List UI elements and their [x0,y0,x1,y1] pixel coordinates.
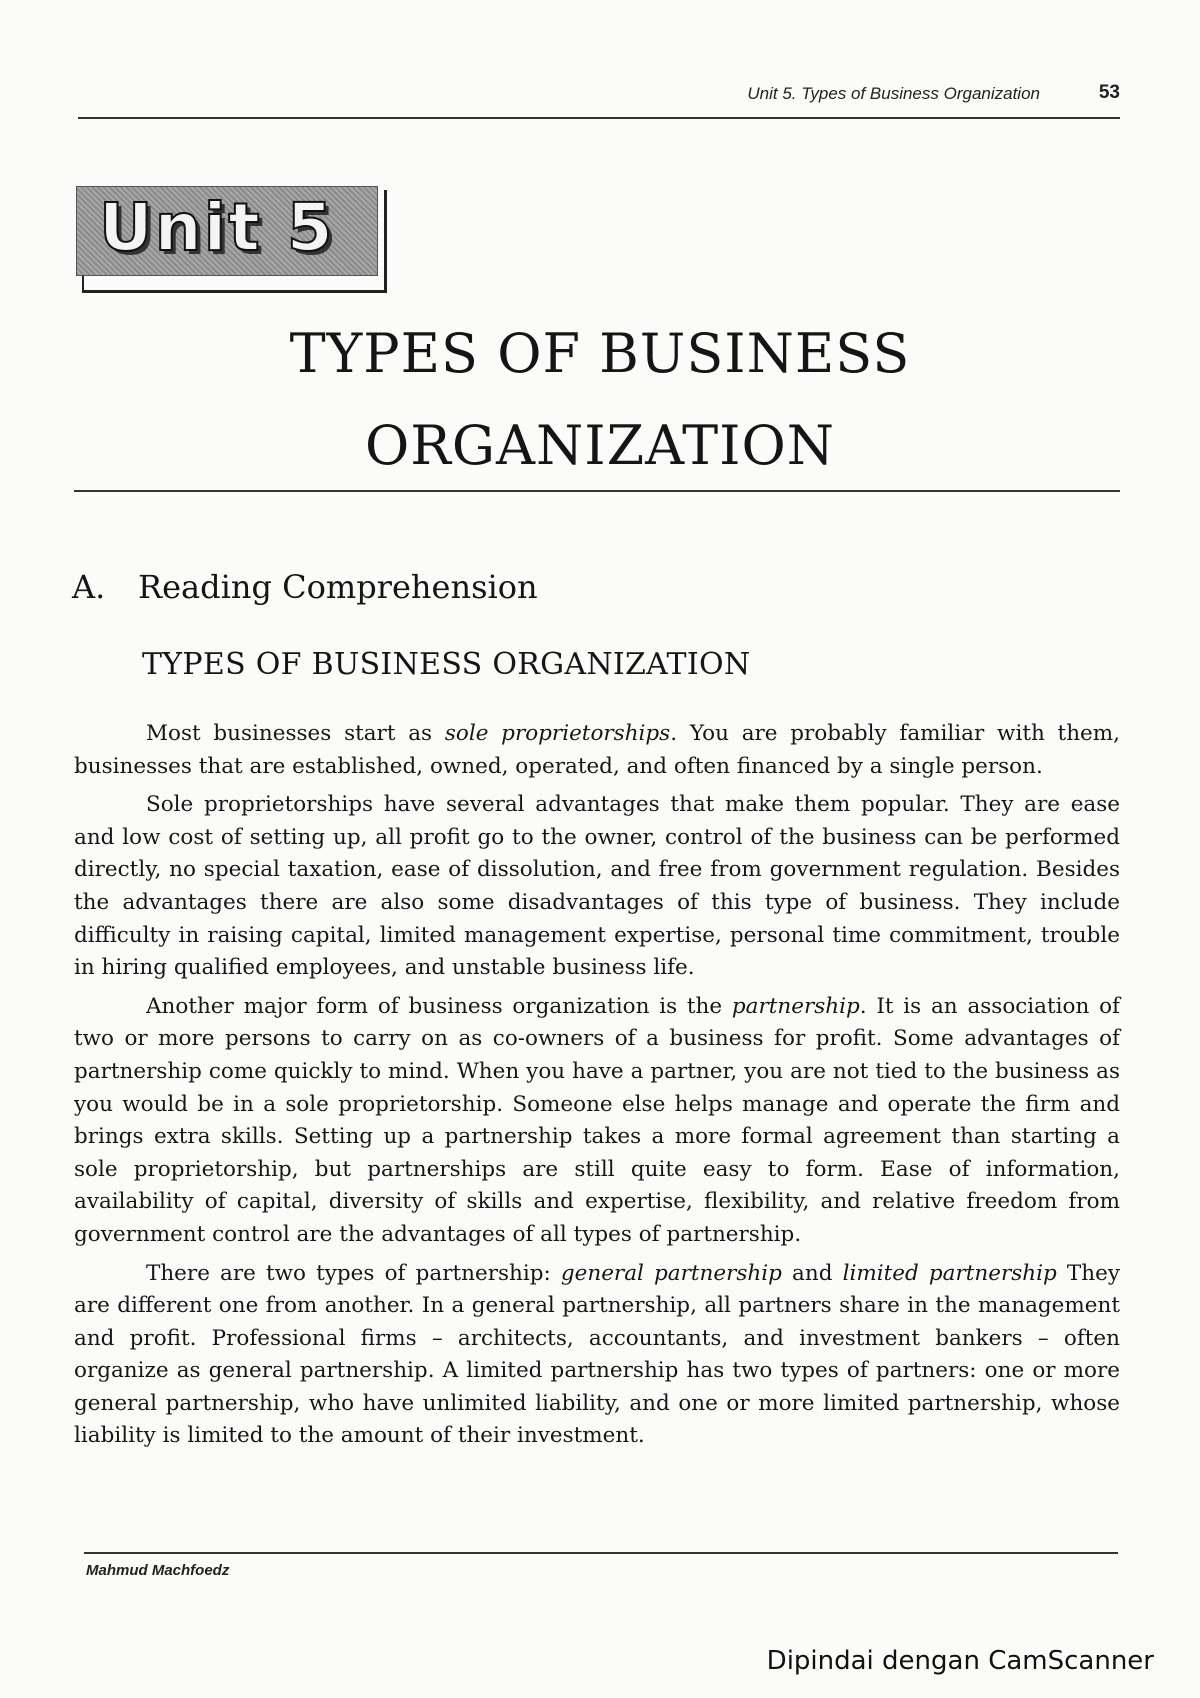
key-term: limited partnership [842,1260,1057,1286]
footer-rule [84,1552,1118,1554]
paragraph [74,789,1120,985]
paragraph-text: Sole proprietorships have several advantages that make them popular. They are ease and low cost of setting up, all profit go to the owner, control of the business can be performed directly, no special taxation, ease of dissolution, and free from government regulation. Besides the advantages there are also some disadvantages of this type of business. They include difficulty in raising capital, limited management expertise, personal time commitment, trouble in hiring qualified employees, and unstable business life. [74,792,1120,981]
section-heading [72,568,538,606]
unit-badge-label: Unit 5 [99,189,335,266]
header-unit-reference: Unit 5. Types of Business Organization [747,84,1040,103]
paragraph [74,718,1120,783]
paragraph [74,991,1120,1252]
title-rule [74,490,1120,492]
page-title: TYPES OF BUSINESS ORGANIZATION [289,322,911,477]
paragraph-text: Most businesses start as [146,721,445,746]
key-term: sole proprietorships [444,721,671,746]
paragraph-text: There are two types of partnership: [146,1260,561,1286]
paragraph-text: They are different one from another. In a general partnership, all partners share in the management and profit. Professional firms – architects, accountants, and investment bankers – often organize as general partnership. A limited partnership has two types of partners: one or more general partnership, who have unlimited liability, and one or more limited partnership, whose liability is limited to the amount of their investment. [74,1260,1120,1449]
paragraph-text: and [781,1260,843,1286]
key-term: general partnership [560,1260,782,1286]
paragraph-text: . You are probably familiar with them, businesses that are established, owned, operated, and often financed by a single person. [74,721,1120,779]
header-rule [78,117,1120,119]
reading-subheading: TYPES OF BUSINESS ORGANIZATION [142,647,751,682]
unit-badge [76,186,378,276]
scanner-watermark: Dipindai dengan CamScanner [766,1646,1154,1676]
paragraph [74,1258,1120,1454]
footer-author: Mahmud Machfoedz [86,1562,230,1579]
page-number: 53 [1098,82,1120,103]
section-letter: A. [72,568,106,606]
key-term: partnership [731,993,860,1019]
paragraph-text: . It is an association of two or more persons to carry on as co-owners of a business for profit. Some advantages of partnership come quickly to mind. When you have a partner, you are not tied to the business as you would be in a sole proprietorship. Someone else helps manage and operate the firm and brings extra skills. Setting up a partnership takes a more formal agreement than starting a sole proprietorship, but partnerships are still quite easy to form. Ease of information, availability of capital, diversity of skills and expertise, flexibility, and relative freedom from government control are the advantages of all types of partnership. [74,993,1120,1247]
reading-body [74,718,1120,1459]
section-title: Reading Comprehension [138,568,538,606]
running-header [80,84,1120,120]
paragraph-text: Another major form of business organization is the [146,993,732,1019]
